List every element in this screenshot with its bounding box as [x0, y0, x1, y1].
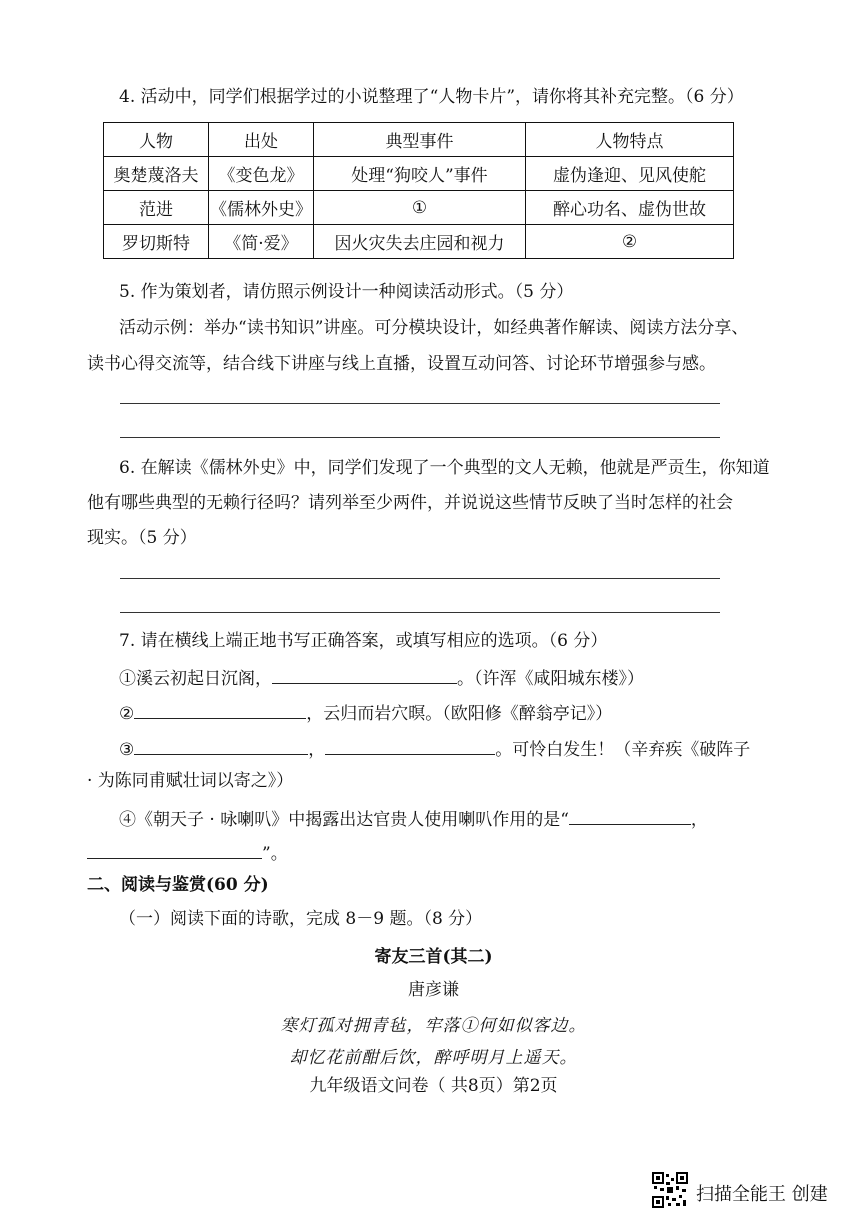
answer-line[interactable] [120, 437, 720, 438]
poem-author: 唐彦谦 [408, 980, 459, 1000]
question-6-line: 他有哪些典型的无赖行径吗？请列举至少两件，并说说这些情节反映了当时怎样的社会 [87, 493, 733, 513]
subsection-heading: （一）阅读下面的诗歌，完成 8－9 题。（8 分） [119, 909, 483, 929]
table-cell: 奥楚蔑洛夫 [104, 157, 209, 191]
table-cell: 范进 [104, 191, 209, 225]
watermark-text: 扫描全能王 创建 [696, 1184, 828, 1205]
header-cell: 出处 [209, 123, 314, 157]
q5-example-line: 活动示例：举办“读书知识”讲座。可分模块设计，如经典著作解读、阅读方法分享、 [119, 318, 749, 338]
q7-item-text: ④《朝天子 · 咏喇叭》中揭露出达官贵人使用喇叭作用的是“ [119, 810, 569, 830]
header-cell: 人物特点 [526, 123, 734, 157]
q7-item-text: 。（许浑《咸阳城东楼》） [457, 669, 644, 689]
table-cell: 《变色龙》 [209, 157, 314, 191]
q7-item-4 [119, 806, 708, 831]
q7-item-text: 。可怜白发生！（辛弃疾《破阵子 [495, 740, 751, 760]
table-row [104, 225, 734, 259]
table-cell: 虚伪逢迎、见风使舵 [526, 157, 734, 191]
poem-title: 寄友三首(其二) [374, 947, 493, 967]
fill-blank[interactable] [272, 665, 457, 684]
q7-item-text: ①溪云初起日沉阁， [119, 669, 272, 689]
table-cell: 《儒林外史》 [209, 191, 314, 225]
question-6-line: 现实。（5 分） [87, 528, 197, 548]
fill-blank[interactable] [134, 700, 306, 719]
table-cell-blank-2[interactable]: ② [526, 225, 734, 259]
question-7: 7. 请在横线上端正地书写正确答案，或填写相应的选项。（6 分） [119, 631, 608, 651]
answer-line[interactable] [120, 403, 720, 404]
header-cell: 人物 [104, 123, 209, 157]
section-heading: 二、阅读与鉴赏(60 分) [87, 875, 269, 895]
table-row [104, 157, 734, 191]
poem-line: 寒灯孤对拥青毡，牢落①何如似客边。 [280, 1016, 587, 1036]
q7-item-text: ③ [119, 740, 135, 760]
q7-item-text: ② [119, 704, 135, 724]
q7-item-text: ， [308, 740, 326, 760]
scanner-watermark [652, 1172, 862, 1212]
table-cell-blank-1[interactable]: ① [314, 191, 526, 225]
poem-line: 却忆花前酣后饮，醉呼明月上遥天。 [289, 1048, 578, 1068]
fill-blank[interactable] [569, 806, 691, 825]
q7-item-text: ”。 [262, 844, 288, 864]
table-cell: 处理“狗咬人”事件 [314, 157, 526, 191]
q5-example-line: 读书心得交流等，结合线下讲座与线上直播，设置互动问答、讨论环节增强参与感。 [87, 354, 716, 374]
answer-line[interactable] [120, 578, 720, 579]
table-cell: 因火灾失去庄园和视力 [314, 225, 526, 259]
page-footer: 九年级语文问卷（ 共8页）第2页 [309, 1076, 558, 1096]
question-6: 6. 在解读《儒林外史》中，同学们发现了一个典型的文人无赖，他就是严贡生，你知道 [119, 458, 770, 478]
table-cell: 《简·爱》 [209, 225, 314, 259]
table-cell: 醉心功名、虚伪世故 [526, 191, 734, 225]
fill-blank[interactable] [87, 840, 262, 859]
q7-item-1 [119, 665, 644, 690]
table-cell: 罗切斯特 [104, 225, 209, 259]
q7-item-4-cont [87, 840, 288, 865]
q7-item-3 [119, 736, 750, 761]
character-card-table [103, 122, 734, 259]
qr-code-icon [652, 1172, 688, 1208]
q7-item-text: ，云归而岩穴暝。（欧阳修《醉翁亭记》） [306, 704, 613, 724]
table-row [104, 191, 734, 225]
fill-blank[interactable] [325, 736, 495, 755]
q7-item-3-cont: · 为陈同甫赋壮词以寄之》） [87, 771, 294, 791]
answer-line[interactable] [120, 612, 720, 613]
question-4: 4. 活动中，同学们根据学过的小说整理了“人物卡片”，请你将其补充完整。（6 分） [119, 87, 744, 107]
q7-item-2 [119, 700, 612, 725]
question-5: 5. 作为策划者，请仿照示例设计一种阅读活动形式。（5 分） [119, 282, 574, 302]
q7-item-text: ， [690, 810, 708, 830]
header-cell: 典型事件 [314, 123, 526, 157]
fill-blank[interactable] [134, 736, 308, 755]
table-header-row [104, 123, 734, 157]
